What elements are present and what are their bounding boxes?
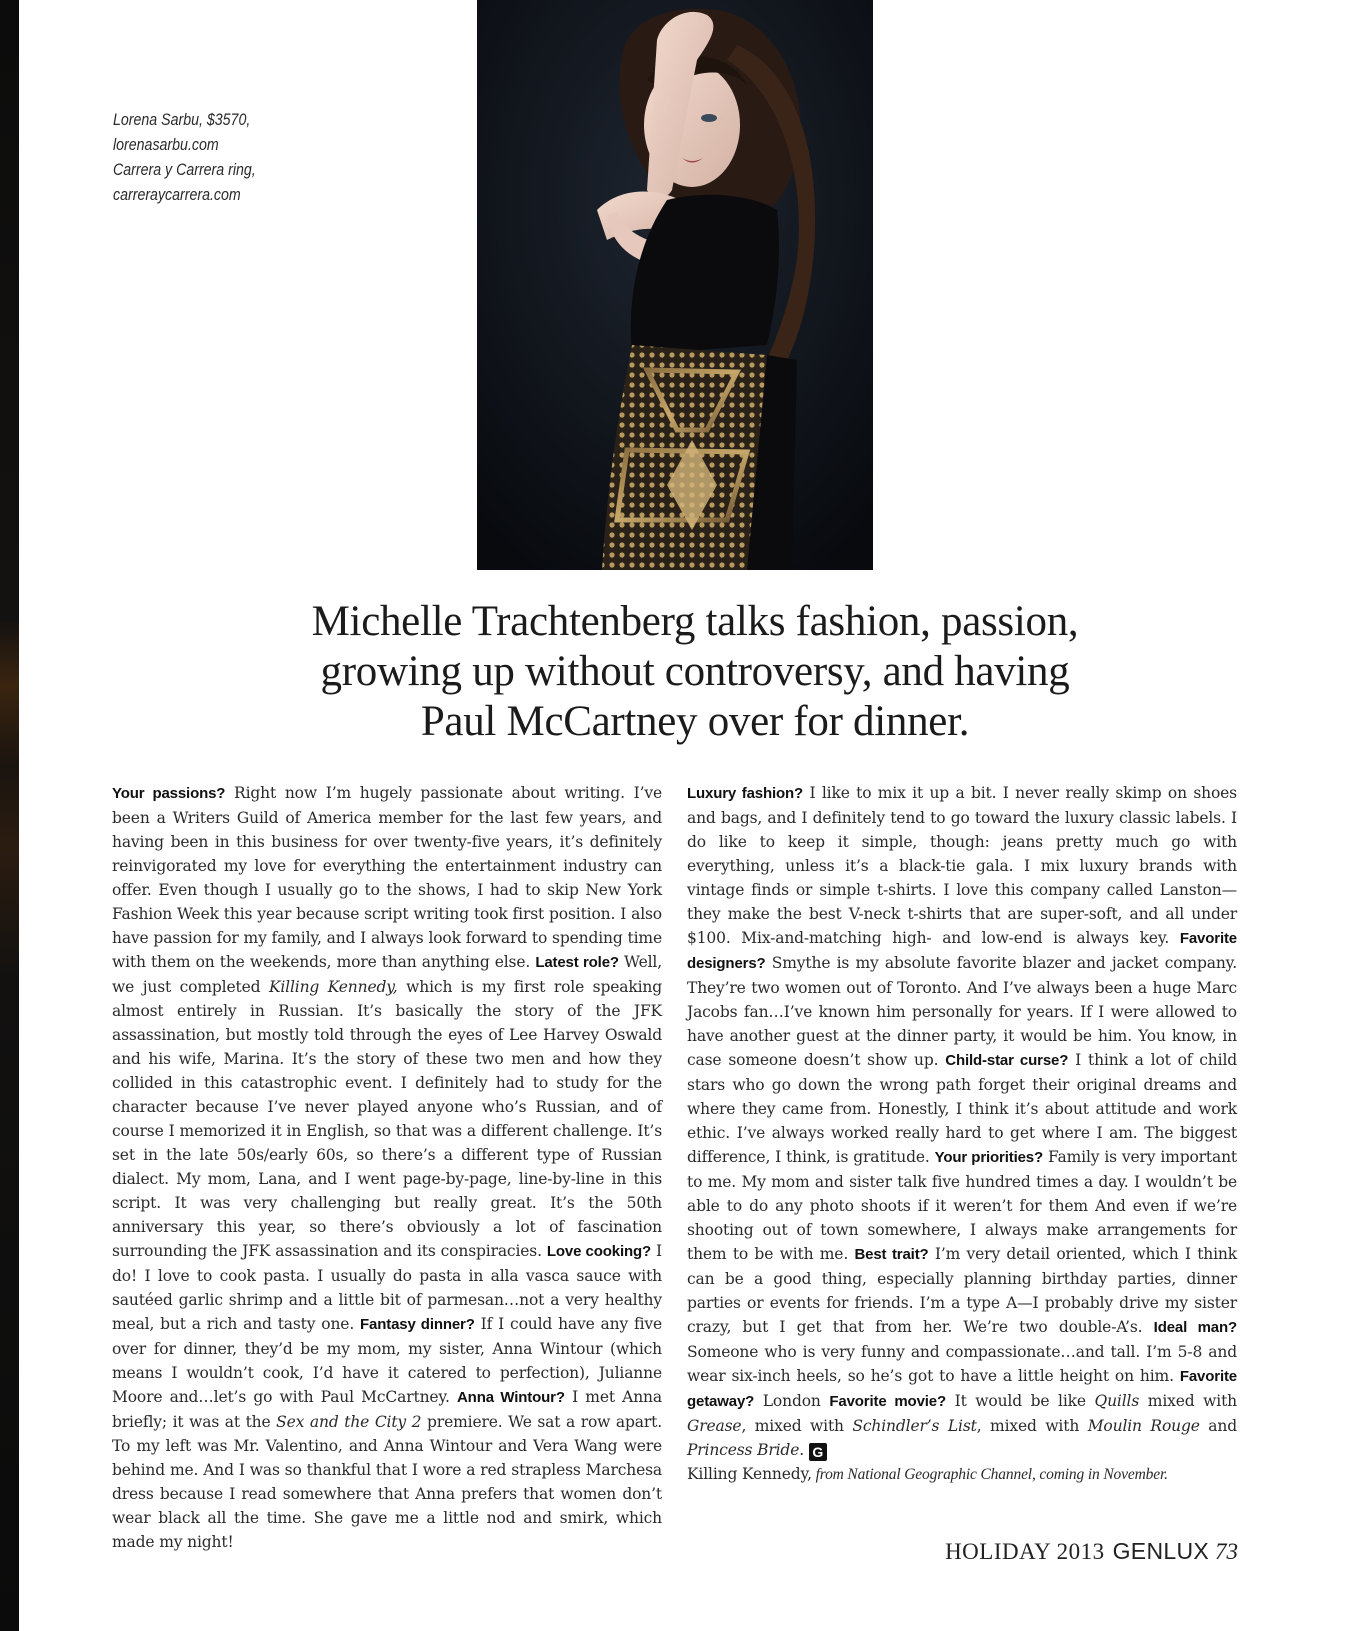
answer-text: I do! I love to cook pasta. I usually do pasta in alla vasca sauce with sautéed garlic shrimp and a little bit of parmesan…not a very healthy meal, but a rich and tasty one. [112, 1242, 662, 1333]
answer-text: I think a lot of child stars who go down the wrong path forget their original dreams and where they came from. Honestly, I think it’s about attitude and work ethic. I’ve always worked really hard to get where I am. The biggest difference, I think, is gratitude. [687, 1051, 1238, 1166]
answer-text: London [754, 1392, 830, 1410]
question-label: Your passions? [112, 785, 226, 802]
answer-text: , mixed with [976, 1417, 1088, 1435]
page-footer [945, 1538, 1238, 1565]
question-label: Latest role? [535, 954, 619, 971]
magazine-name: GENLUX [1112, 1538, 1209, 1564]
caption-line: carreraycarrera.com [113, 186, 241, 204]
question-label: Best trait? [854, 1246, 929, 1263]
answer-text: I met Anna briefly; it was at the [112, 1388, 662, 1431]
question-label: Fantasy dinner? [360, 1316, 475, 1333]
answer-text: It would be like [946, 1392, 1095, 1410]
article-column-left [112, 781, 662, 1554]
answer-text: I like to mix it up a bit. I never really skimp on shoes and bags, and I definitely tend to go toward the luxury classic labels. I do like to keep it simple, though: jeans pretty much go with everything, unless it’s a black-tie gala. I mix luxury brands with vintage finds or simple t-shirts. I love this company called Lanston—they make the best V-neck t-shirts that are super-soft, and all under $100. Mix-and-matching high- and low-end is always key. [687, 784, 1237, 947]
answer-text: Well, we just completed [112, 953, 662, 996]
page-number: 73 [1215, 1539, 1238, 1564]
headline-line: Michelle Trachtenberg talks fashion, passion, [311, 598, 1079, 645]
answer-text: Someone who is very funny and compassionate…and tall. I’m 5-8 and wear six-inch heels, so he’s got to have a little height on him. [687, 1343, 1237, 1385]
title-reference: Quills [1094, 1392, 1140, 1410]
question-label: Your priorities? [934, 1149, 1044, 1166]
answer-text: Smythe is my absolute favorite blazer and jacket company. They’re two women out of Toronto. And I’ve always been a huge Marc Jacobs fan…I’ve known him personally for years. If I were allowed to have another guest at the dinner party, it would be him. You know, in case someone doesn’t show up. [687, 954, 1237, 1069]
answer-text: premiere. We sat a row apart. To my left was Mr. Valentino, and Anna Wintour and Vera Wang were behind me. And I was so thankful that I wore a red strapless Marchesa dress because I read somewhere that Anna prefers that women don’t wear black all the time. She gave me a little nod and smirk, which made my night! [112, 1413, 662, 1551]
portrait-illustration [477, 0, 873, 570]
question-label: Favorite getaway? [687, 1368, 1237, 1410]
credit-text: from National Geographic Channel, coming in November. [811, 1466, 1168, 1483]
title-reference: Killing Kennedy, [268, 978, 398, 996]
article-headline [230, 597, 1160, 747]
question-label: Child-star curse? [945, 1052, 1069, 1069]
title-reference: Princess Bride [687, 1441, 800, 1459]
credit-title: Killing Kennedy, [687, 1465, 812, 1483]
photo-caption [113, 108, 337, 208]
caption-line: Lorena Sarbu, $3570, [113, 111, 251, 129]
question-label: Luxury fashion? [687, 785, 804, 802]
title-reference: Schindler’s List [852, 1417, 977, 1435]
show-credit [687, 1462, 1237, 1487]
title-reference: Sex and the City 2 [276, 1413, 422, 1431]
caption-line: Carrera y Carrera ring, [113, 161, 256, 179]
answer-text: I’m very detail oriented, which I think can be a good thing, especially planning birthday parties, dinner parties or events for friends. I’m a type A—I probably drive my sister crazy, but I get that from her. We’re two double-A’s. [687, 1245, 1237, 1336]
issue-label: HOLIDAY 2013 [945, 1539, 1105, 1564]
question-label: Favorite designers? [687, 930, 1237, 972]
title-reference: Grease [687, 1417, 742, 1435]
article-column-right [687, 781, 1237, 1487]
headline-line: growing up without controversy, and having [320, 648, 1070, 695]
question-label: Anna Wintour? [457, 1389, 565, 1406]
answer-text: . [799, 1441, 809, 1459]
headline-line: Paul McCartney over for dinner. [420, 698, 970, 745]
answer-text: If I could have any five over for dinner, they’d be my mom, my sister, Anna Wintour (which means I wouldn’t cook, I’d have it catered to perfection), Julianne Moore and…let’s go with Paul McCartney. [112, 1315, 663, 1406]
answer-text: Family is very important to me. My mom and sister talk five hundred times a day. I wouldn’t be able to do any photo shoots if it weren’t for them And even if we’re shooting out of town somewhere, I always make arrangements for them to be with me. [687, 1148, 1238, 1263]
caption-line: lorenasarbu.com [113, 136, 219, 154]
page-edge-strip [0, 0, 19, 1631]
answer-text: mixed with [1139, 1392, 1237, 1410]
question-label: Ideal man? [1153, 1319, 1237, 1336]
portrait-photo [477, 0, 873, 570]
answer-text: and [1199, 1417, 1238, 1435]
title-reference: Moulin Rouge [1087, 1417, 1200, 1435]
question-label: Favorite movie? [829, 1393, 946, 1410]
end-mark-icon: G [809, 1443, 827, 1461]
article-paragraph [687, 781, 1237, 1462]
question-label: Love cooking? [546, 1243, 652, 1260]
answer-text: Right now I’m hugely passionate about writing. I’ve been a Writers Guild of America member for the last few years, and having been in this business for over twenty-five years, it’s definitely reinvigorated my love for everything the entertainment industry can offer. Even though I usually go to the shows, I had to skip New York Fashion Week this year because script writing took first position. I also have passion for my family, and I always look forward to spending time with them on the weekends, more than anything else. [112, 784, 662, 971]
answer-text: which is my first role speaking almost entirely in Russian. It’s basically the story of the JFK assassination, but mostly told through the eyes of Lee Harvey Oswald and his wife, Marina. It’s the story of these two men and how they collided in this catastrophic event. I definitely had to study for the character because I’ve never played anyone who’s Russian, and of course I memorized it in English, so that was a different challenge. It’s set in the late 50s/early 60s, so there’s a different type of Russian dialect. My mom, Lana, and I went page-by-page, line-by-line in this script. It was very challenging but really great. It’s the 50th anniversary this year, so there’s obviously a lot of fascination surrounding the JFK assassination and its conspiracies. [112, 978, 662, 1260]
answer-text: , mixed with [741, 1417, 853, 1435]
article-paragraph [112, 781, 662, 1554]
